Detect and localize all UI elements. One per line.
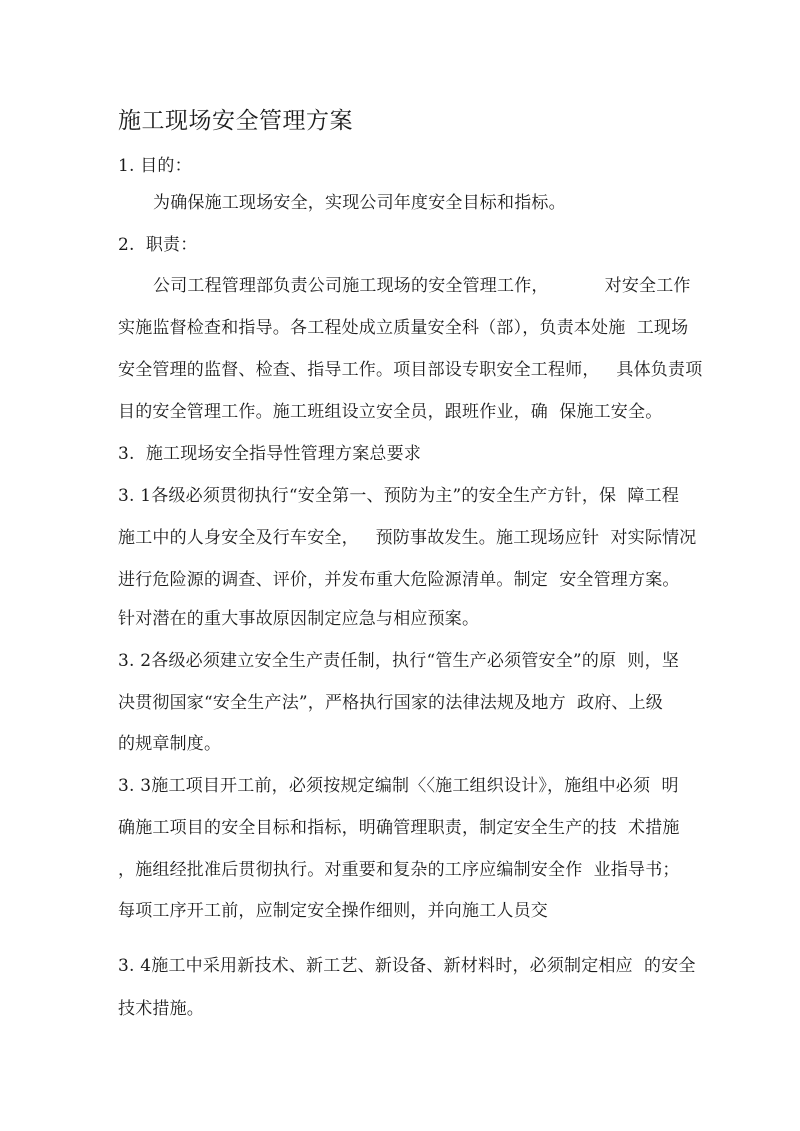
paragraph-line: 针对潜在的重大事故原因制定应急与相应预案。	[118, 609, 480, 629]
paragraph-line: 实施监督检查和指导。各工程处成立质量安全科（部），负责本处施 工现场	[118, 318, 689, 338]
paragraph-line: 的规章制度。	[118, 734, 222, 754]
section-heading-requirements: 3. 施工现场安全指导性管理方案总要求	[118, 444, 422, 464]
paragraph-line: ，施组经批准后贯彻执行。对重要和复杂的工序应编制安全作 业指导书；	[118, 860, 680, 880]
paragraph-line: 3. 4施工中采用新技术、新工艺、新设备、新材料时，必须制定相应 的安全	[118, 956, 696, 976]
paragraph-line: 目的安全管理工作。施工班组设立安全员，跟班作业，确 保施工安全。	[118, 402, 663, 422]
paragraph-line: 每项工序开工前，应制定安全操作细则，并向施工人员交	[118, 901, 548, 921]
paragraph-line: 3. 3施工项目开工前，必须按规定编制〈〈施工组织设计》，施组中必须 明	[118, 776, 679, 796]
paragraph-line: 施工中的人身安全及行车安全， 预防事故发生。施工现场应针 对实际情况	[118, 528, 697, 548]
paragraph-line: 为确保施工现场安全，实现公司年度安全目标和指标。	[153, 193, 566, 213]
paragraph-line: 进行危险源的调查、评价，并发布重大危险源清单。制定 安全管理方案。	[118, 570, 680, 590]
paragraph-line: 确施工项目的安全目标和指标，明确管理职责，制定安全生产的技 术措施	[118, 818, 680, 838]
section-heading-purpose: 1. 目的：	[118, 156, 192, 176]
document-title: 施工现场安全管理方案	[118, 108, 353, 134]
paragraph-line: 决贯彻国家“安全生产法”，严格执行国家的法律法规及地方 政府、上级	[118, 693, 663, 713]
paragraph-line: 技术措施。	[118, 999, 204, 1019]
section-heading-duties: 2. 职责：	[118, 235, 198, 255]
paragraph-line: 公司工程管理部负责公司施工现场的安全管理工作， 对安全工作	[153, 276, 691, 296]
paragraph-line: 安全管理的监督、检查、指导工作。项目部设专职安全工程师， 具体负责项	[118, 360, 703, 380]
paragraph-line: 3. 1各级必须贯彻执行“安全第一、预防为主”的安全生产方针，保 障工程	[118, 486, 680, 506]
paragraph-line: 3. 2各级必须建立安全生产责任制，执行“管生产必须管安全”的原 则，坚	[118, 651, 680, 671]
